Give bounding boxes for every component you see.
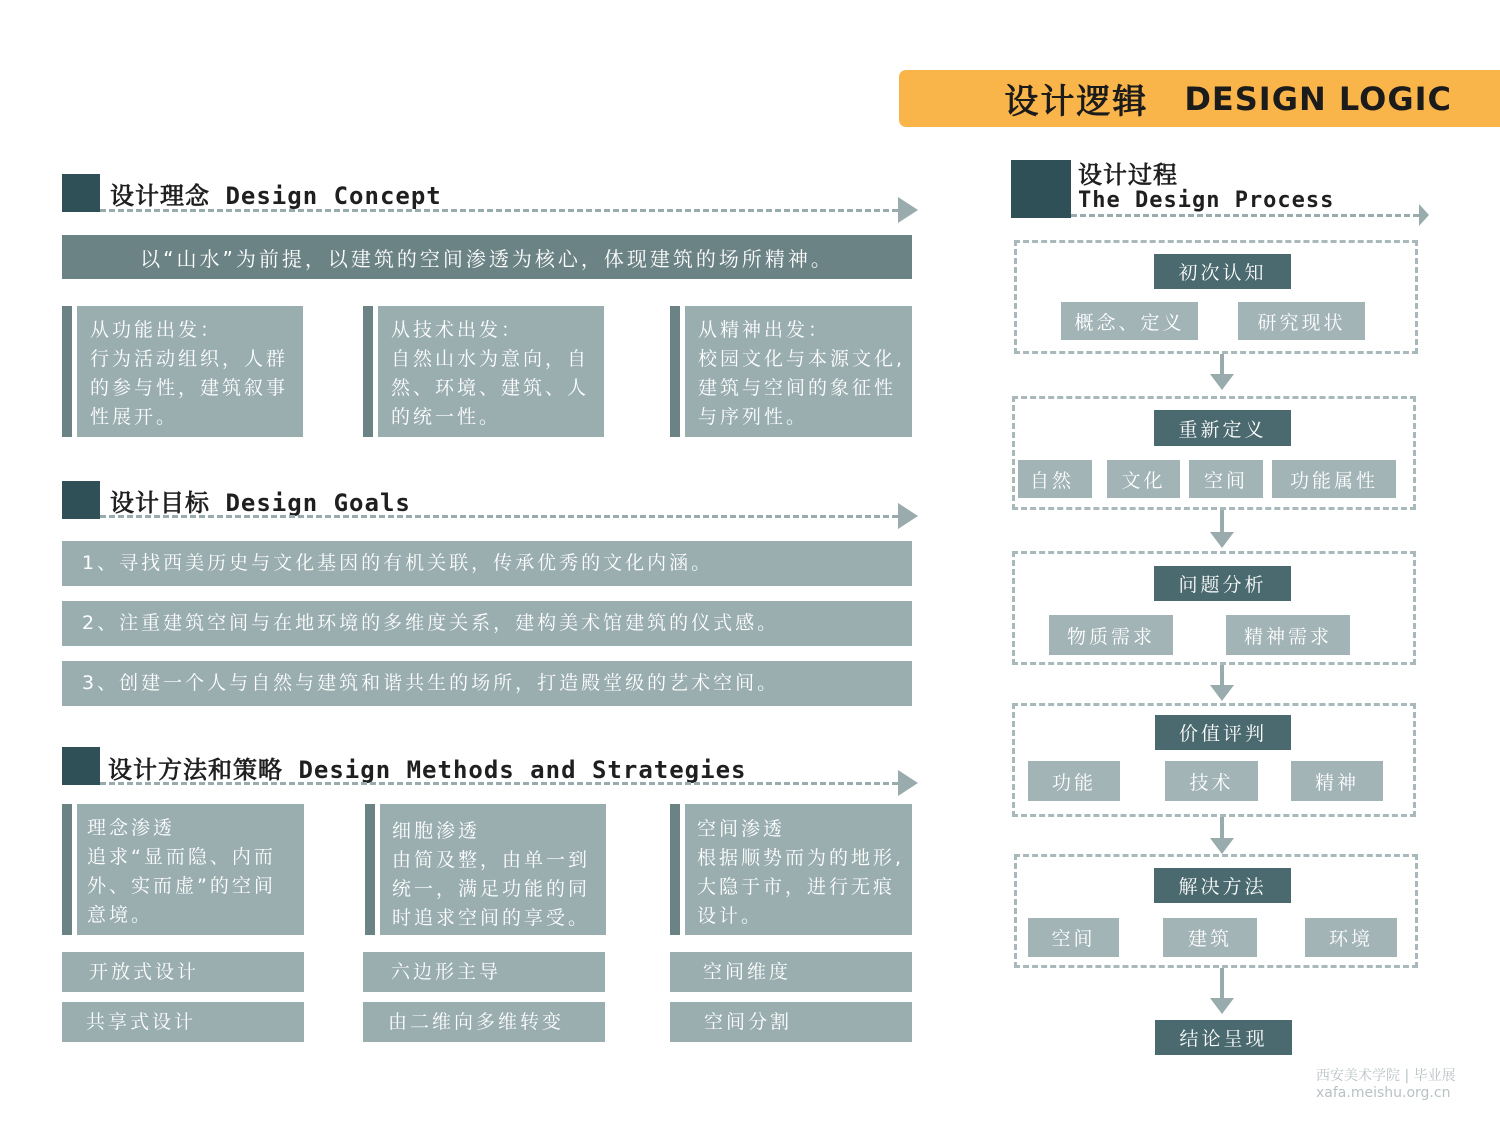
watermark-line-2: xafa.meishu.org.cn	[1316, 1085, 1451, 1101]
flow-connector	[1220, 665, 1224, 685]
flow-connector	[1220, 510, 1224, 532]
card-line: 从功能出发：	[90, 319, 223, 341]
section-divider	[100, 209, 898, 212]
flow-connector	[1220, 354, 1224, 374]
card-line: 理念渗透	[87, 817, 176, 839]
card-line: 根据顺势而为的地形,	[697, 847, 905, 869]
stage-item: 研究现状	[1238, 302, 1365, 340]
method-card-concept	[77, 804, 304, 935]
stage-item: 功能属性	[1272, 460, 1396, 498]
card-line: 然、环境、建筑、人	[391, 377, 590, 399]
method-tag: 由二维向多维转变	[363, 1002, 605, 1042]
card-line: 行为活动组织，人群	[90, 348, 289, 370]
arrow-down-icon	[1210, 685, 1234, 701]
stage-item: 自然	[1018, 460, 1092, 498]
card-line: 从技术出发：	[391, 319, 524, 341]
card-line: 从精神出发：	[698, 319, 831, 341]
stage-item: 技术	[1165, 761, 1258, 801]
process-final: 结论呈现	[1155, 1020, 1292, 1055]
stage-item: 精神需求	[1226, 615, 1350, 655]
stage-title: 初次认知	[1154, 254, 1291, 289]
arrow-right-icon	[898, 503, 918, 529]
section-marker	[62, 481, 100, 519]
stage-title: 价值评判	[1155, 715, 1291, 750]
card-line: 由简及整，由单一到	[392, 849, 591, 871]
method-tag: 六边形主导	[363, 952, 605, 992]
card-line: 与序列性。	[698, 406, 809, 428]
method-tag: 开放式设计	[62, 952, 304, 992]
concept-heading: 设计理念 Design Concept	[110, 182, 442, 210]
section-divider	[1071, 214, 1419, 217]
watermark	[1316, 1068, 1486, 1102]
stage-item: 物质需求	[1049, 615, 1173, 655]
card-line: 外、实而虚”的空间	[87, 875, 276, 897]
concept-card-technology	[378, 306, 604, 437]
stage-item: 文化	[1107, 460, 1180, 498]
card-line: 设计。	[697, 905, 764, 927]
watermark-line-1: 西安美术学院 | 毕业展	[1316, 1068, 1456, 1084]
card-accent	[670, 804, 680, 935]
section-marker	[62, 174, 100, 212]
process-heading-en: The Design Process	[1078, 188, 1335, 213]
section-divider	[100, 782, 898, 785]
card-line: 性展开。	[90, 406, 179, 428]
stage-item: 概念、定义	[1061, 302, 1198, 340]
goal-item: 1、寻找西美历史与文化基因的有机关联，传承优秀的文化内涵。	[62, 541, 912, 586]
card-line: 的参与性，建筑叙事	[90, 377, 289, 399]
method-tag: 空间维度	[670, 952, 912, 992]
header-title-cn: 设计逻辑	[1004, 82, 1149, 122]
card-line: 空间渗透	[697, 818, 786, 840]
card-accent	[363, 306, 373, 437]
arrow-right-icon	[1419, 204, 1429, 226]
concept-card-function	[77, 306, 303, 437]
goal-item: 2、注重建筑空间与在地环境的多维度关系，建构美术馆建筑的仪式感。	[62, 601, 912, 646]
flow-connector	[1220, 817, 1224, 838]
card-line: 的统一性。	[391, 406, 502, 428]
process-heading-cn: 设计过程	[1078, 161, 1178, 189]
goals-heading: 设计目标 Design Goals	[110, 489, 411, 517]
stage-item: 空间	[1028, 918, 1119, 957]
header-banner	[899, 70, 1500, 127]
section-marker	[62, 747, 100, 785]
methods-heading: 设计方法和策略 Design Methods and Strategies	[108, 756, 747, 784]
card-accent	[62, 306, 72, 437]
method-tag: 共享式设计	[62, 1002, 304, 1042]
card-line: 校园文化与本源文化,	[698, 348, 906, 370]
method-card-space	[685, 804, 912, 935]
concept-statement: 以“山水”为前提，以建筑的空间渗透为核心，体现建筑的场所精神。	[62, 235, 912, 279]
arrow-right-icon	[898, 197, 918, 223]
method-tag: 空间分割	[670, 1002, 912, 1042]
stage-item: 建筑	[1163, 918, 1257, 957]
concept-card-spirit	[685, 306, 912, 437]
card-line: 细胞渗透	[392, 820, 481, 842]
goal-item: 3、创建一个人与自然与建筑和谐共生的场所，打造殿堂级的艺术空间。	[62, 661, 912, 706]
method-card-cell	[380, 804, 606, 935]
card-line: 时追求空间的享受。	[392, 907, 591, 929]
arrow-down-icon	[1210, 838, 1234, 854]
card-accent	[62, 804, 72, 935]
arrow-right-icon	[898, 770, 918, 796]
card-line: 统一，满足功能的同	[392, 878, 591, 900]
card-line: 追求“显而隐、内而	[87, 846, 276, 868]
stage-item: 精神	[1291, 761, 1383, 801]
stage-title: 问题分析	[1154, 566, 1291, 601]
stage-item: 功能	[1028, 761, 1120, 801]
card-accent	[670, 306, 680, 437]
stage-item: 环境	[1305, 918, 1397, 957]
card-line: 建筑与空间的象征性	[698, 377, 897, 399]
section-divider	[100, 515, 898, 518]
stage-title: 重新定义	[1154, 410, 1291, 446]
stage-item: 空间	[1189, 460, 1263, 498]
stage-title: 解决方法	[1154, 868, 1291, 903]
section-marker	[1011, 160, 1071, 218]
arrow-down-icon	[1210, 374, 1234, 390]
flow-connector	[1220, 968, 1224, 998]
card-line: 意境。	[87, 904, 154, 926]
card-line: 自然山水为意向，自	[391, 348, 590, 370]
arrow-down-icon	[1210, 998, 1234, 1014]
header-title-en: DESIGN LOGIC	[1184, 79, 1452, 118]
card-line: 大隐于市，进行无痕	[697, 876, 896, 898]
arrow-down-icon	[1210, 532, 1234, 548]
card-accent	[365, 804, 375, 935]
